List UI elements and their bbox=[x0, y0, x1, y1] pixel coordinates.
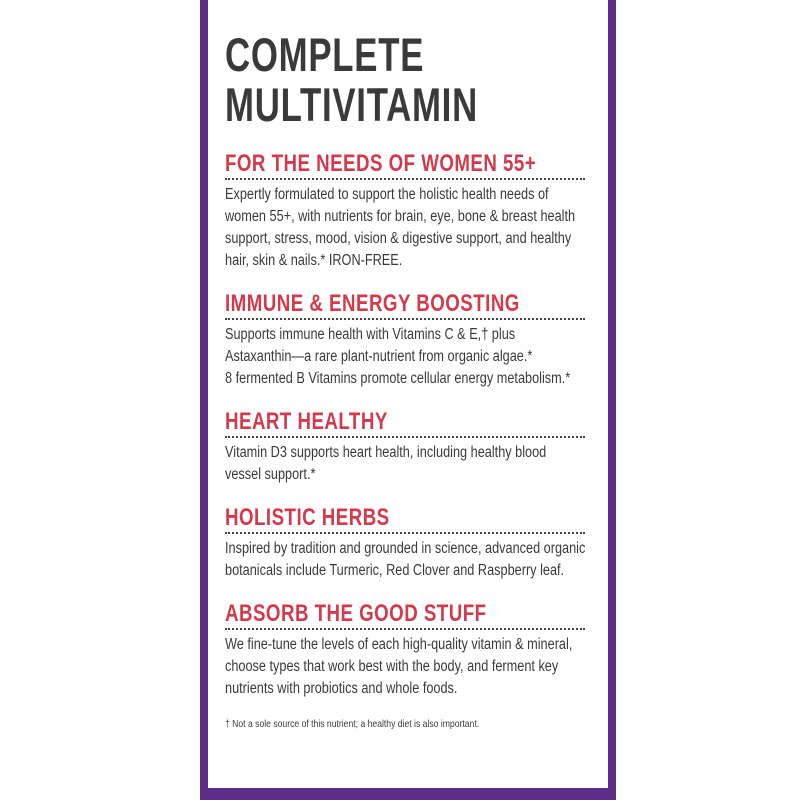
body-line: Vitamin D3 supports heart health, including healthy blood bbox=[225, 444, 547, 461]
section-heading: IMMUNE & ENERGY BOOSTING bbox=[225, 290, 520, 317]
body-line: Inspired by tradition and grounded in science, advanced organic bbox=[225, 540, 586, 557]
section-heading: ABSORB THE GOOD STUFF bbox=[225, 600, 487, 627]
dotted-divider bbox=[225, 436, 585, 438]
product-title-line-1: COMPLETE bbox=[225, 28, 425, 81]
body-line: support, stress, mood, vision & digestive support, and healthy bbox=[225, 230, 572, 247]
section-holistic-herbs bbox=[225, 505, 605, 582]
section-heading: HOLISTIC HERBS bbox=[225, 504, 390, 531]
dotted-divider bbox=[225, 628, 585, 630]
body-line: Supports immune health with Vitamins C & E,† plus bbox=[225, 326, 516, 343]
section-body bbox=[225, 634, 590, 700]
dotted-divider bbox=[225, 178, 585, 180]
section-body bbox=[225, 324, 590, 390]
body-line: nutrients with probiotics and whole foods. bbox=[225, 680, 458, 697]
body-line: hair, skin & nails.* IRON-FREE. bbox=[225, 252, 403, 269]
body-line: botanicals include Turmeric, Red Clover and Raspberry leaf. bbox=[225, 562, 565, 579]
section-immune-energy bbox=[225, 291, 605, 390]
dotted-divider bbox=[225, 318, 585, 320]
panel-content bbox=[225, 30, 605, 731]
product-info-panel bbox=[200, 0, 616, 800]
section-heading: HEART HEALTHY bbox=[225, 408, 388, 435]
section-body bbox=[225, 538, 590, 582]
body-line: We fine-tune the levels of each high-quality vitamin & mineral, bbox=[225, 636, 573, 653]
section-body bbox=[225, 184, 590, 272]
body-line: vessel support.* bbox=[225, 466, 316, 483]
product-title bbox=[225, 30, 506, 130]
footnote: † Not a sole source of this nutrient; a healthy diet is also important. bbox=[225, 718, 480, 730]
section-heart-healthy bbox=[225, 409, 605, 486]
body-line: choose types that work best with the body, and ferment key bbox=[225, 658, 559, 675]
section-absorb-good-stuff bbox=[225, 601, 605, 700]
body-line: 8 fermented B Vitamins promote cellular energy metabolism.* bbox=[225, 370, 571, 387]
dotted-divider bbox=[225, 532, 585, 534]
body-line: women 55+, with nutrients for brain, eye, bone & breast health bbox=[225, 208, 576, 225]
product-title-line-2: MULTIVITAMIN bbox=[225, 78, 478, 131]
section-body bbox=[225, 442, 590, 486]
body-line: Expertly formulated to support the holistic health needs of bbox=[225, 186, 549, 203]
section-women-55 bbox=[225, 151, 605, 272]
body-line: Astaxanthin—a rare plant-nutrient from organic algae.* bbox=[225, 348, 533, 365]
section-heading: FOR THE NEEDS OF WOMEN 55+ bbox=[225, 150, 537, 177]
